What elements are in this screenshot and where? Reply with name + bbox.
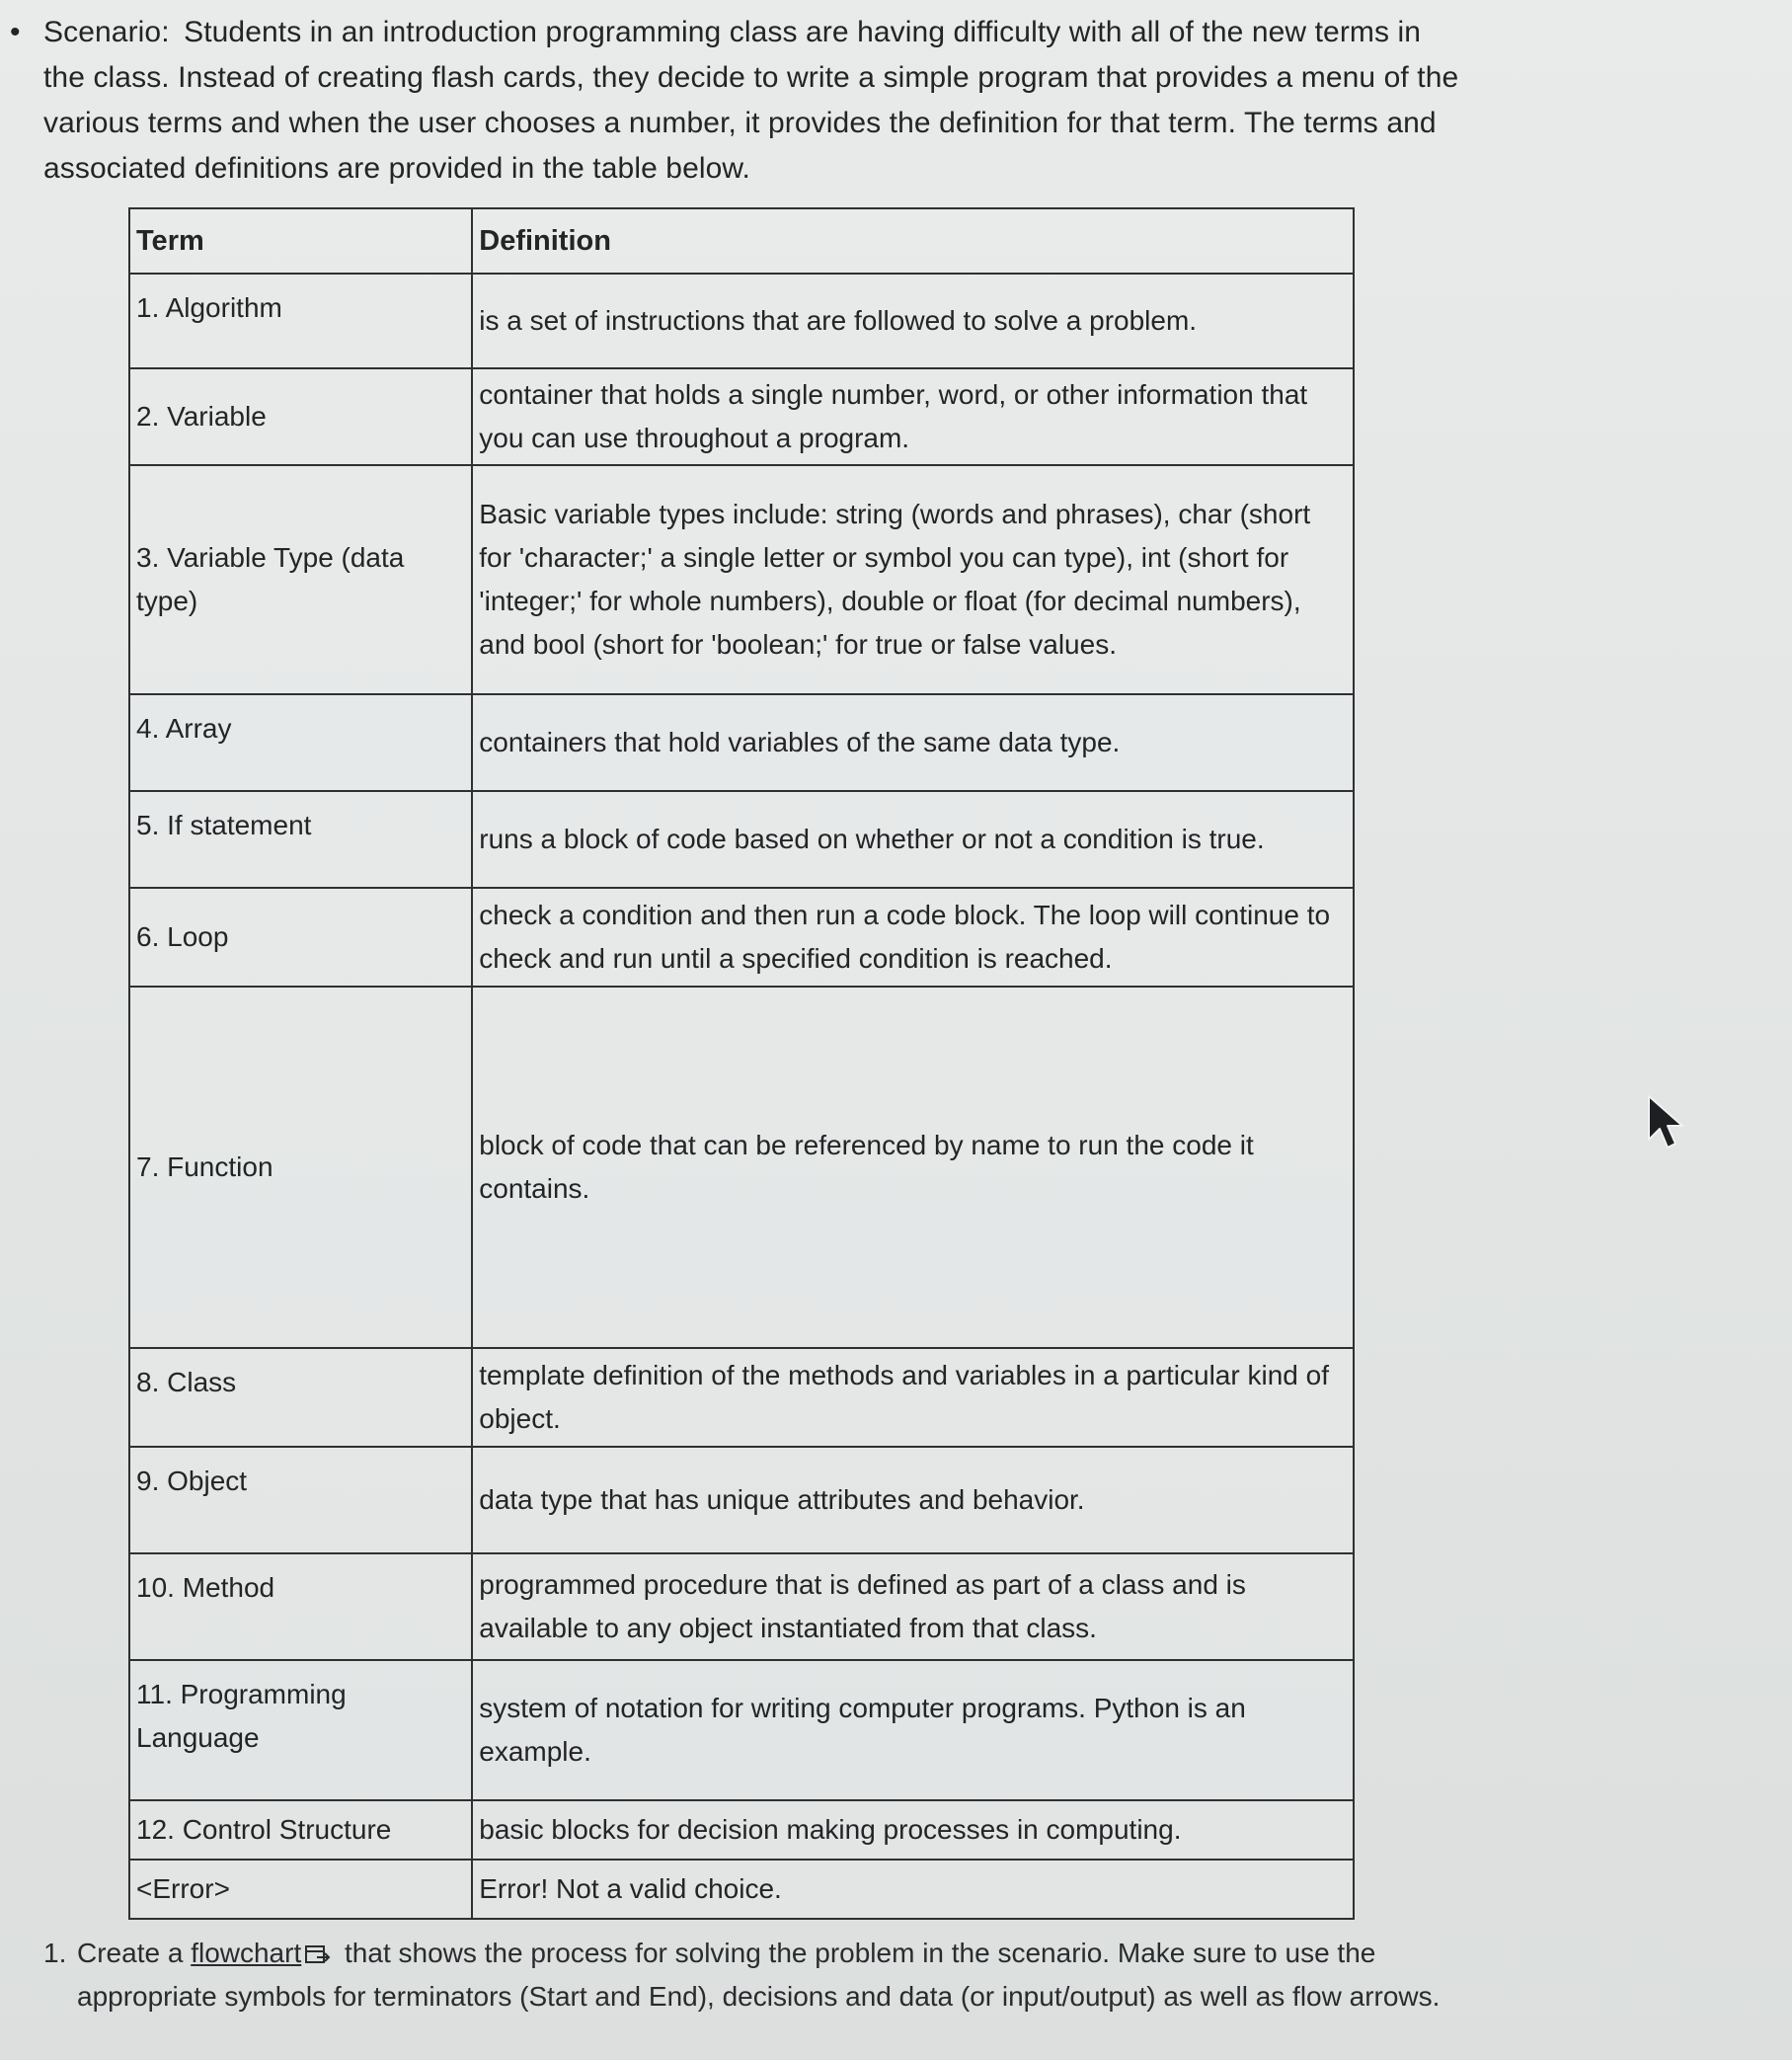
definition-cell: is a set of instructions that are followed to solve a problem.	[472, 274, 1354, 368]
definition-cell: system of notation for writing computer programs. Python is an example.	[472, 1660, 1354, 1800]
scenario-paragraph	[8, 10, 1459, 192]
term-cell: 8. Class	[129, 1348, 472, 1447]
term-cell: 9. Object	[129, 1447, 472, 1553]
header-definition: Definition	[472, 208, 1354, 274]
table-row	[129, 888, 1354, 987]
scenario-text	[43, 10, 1459, 192]
table-row	[129, 1447, 1354, 1553]
definition-cell: check a condition and then run a code block. The loop will continue to check and run until a specified condition is reached.	[472, 888, 1354, 987]
term-cell: 7. Function	[129, 987, 472, 1348]
table-row	[129, 465, 1354, 694]
question-suffix: that shows the process for solving the problem in the scenario. Make sure to use the appropriate symbols for terminators (Start and End), decisions and data (or input/output) as well as flow arrows.	[77, 1938, 1441, 2012]
header-term: Term	[129, 208, 472, 274]
term-cell: 10. Method	[129, 1553, 472, 1660]
table-row	[129, 694, 1354, 791]
definition-cell: basic blocks for decision making processes in computing.	[472, 1800, 1354, 1860]
question-number: 1.	[43, 1938, 67, 1968]
table-row	[129, 274, 1354, 368]
bullet-dot-icon: •	[10, 16, 21, 48]
term-cell: 6. Loop	[129, 888, 472, 987]
terms-table	[128, 207, 1355, 1920]
definition-cell: container that holds a single number, word, or other information that you can use throughout a program.	[472, 368, 1354, 465]
mouse-pointer-icon	[1647, 1094, 1690, 1153]
definition-cell: containers that hold variables of the same data type.	[472, 694, 1354, 791]
definition-cell: runs a block of code based on whether or not a condition is true.	[472, 791, 1354, 888]
definition-cell: programmed procedure that is defined as part of a class and is available to any object instantiated from that class.	[472, 1553, 1354, 1660]
table-row	[129, 368, 1354, 465]
scenario-label: Scenario:	[43, 16, 170, 48]
scenario-body: Students in an introduction programming class are having difficulty with all of the new terms in the class. Instead of creating flash cards, they decide to write a simple program that provides a menu of the various terms and when the user chooses a number, it provides the definition for that term. The terms and associated definitions are provided in the table below.	[43, 16, 1459, 185]
term-cell: 11. Programming Language	[129, 1660, 472, 1800]
question-item	[43, 1932, 1485, 2019]
external-link-icon[interactable]	[305, 1934, 331, 1953]
table-header-row	[129, 208, 1354, 274]
term-cell: <Error>	[129, 1860, 472, 1919]
term-cell: 4. Array	[129, 694, 472, 791]
table-row	[129, 791, 1354, 888]
term-cell: 3. Variable Type (data type)	[129, 465, 472, 694]
table-row	[129, 1660, 1354, 1800]
table-row	[129, 1348, 1354, 1447]
definition-cell: block of code that can be referenced by name to run the code it contains.	[472, 987, 1354, 1348]
definition-cell: data type that has unique attributes and behavior.	[472, 1447, 1354, 1553]
term-cell: 2. Variable	[129, 368, 472, 465]
definition-cell: template definition of the methods and variables in a particular kind of object.	[472, 1348, 1354, 1447]
term-cell: 1. Algorithm	[129, 274, 472, 368]
definition-cell: Basic variable types include: string (words and phrases), char (short for 'character;' a single letter or symbol you can type), int (short for 'integer;' for whole numbers), double or float (for decimal numbers), and bool (short for 'boolean;' for true or false values.	[472, 465, 1354, 694]
question-prefix: Create a	[77, 1938, 184, 1968]
table-row	[129, 1860, 1354, 1919]
table-row	[129, 987, 1354, 1348]
term-cell: 12. Control Structure	[129, 1800, 472, 1860]
definition-cell: Error! Not a valid choice.	[472, 1860, 1354, 1919]
term-cell: 5. If statement	[129, 791, 472, 888]
flowchart-link[interactable]: flowchart	[191, 1938, 302, 1968]
table-row	[129, 1553, 1354, 1660]
table-row	[129, 1800, 1354, 1860]
question-text	[77, 1932, 1485, 2019]
